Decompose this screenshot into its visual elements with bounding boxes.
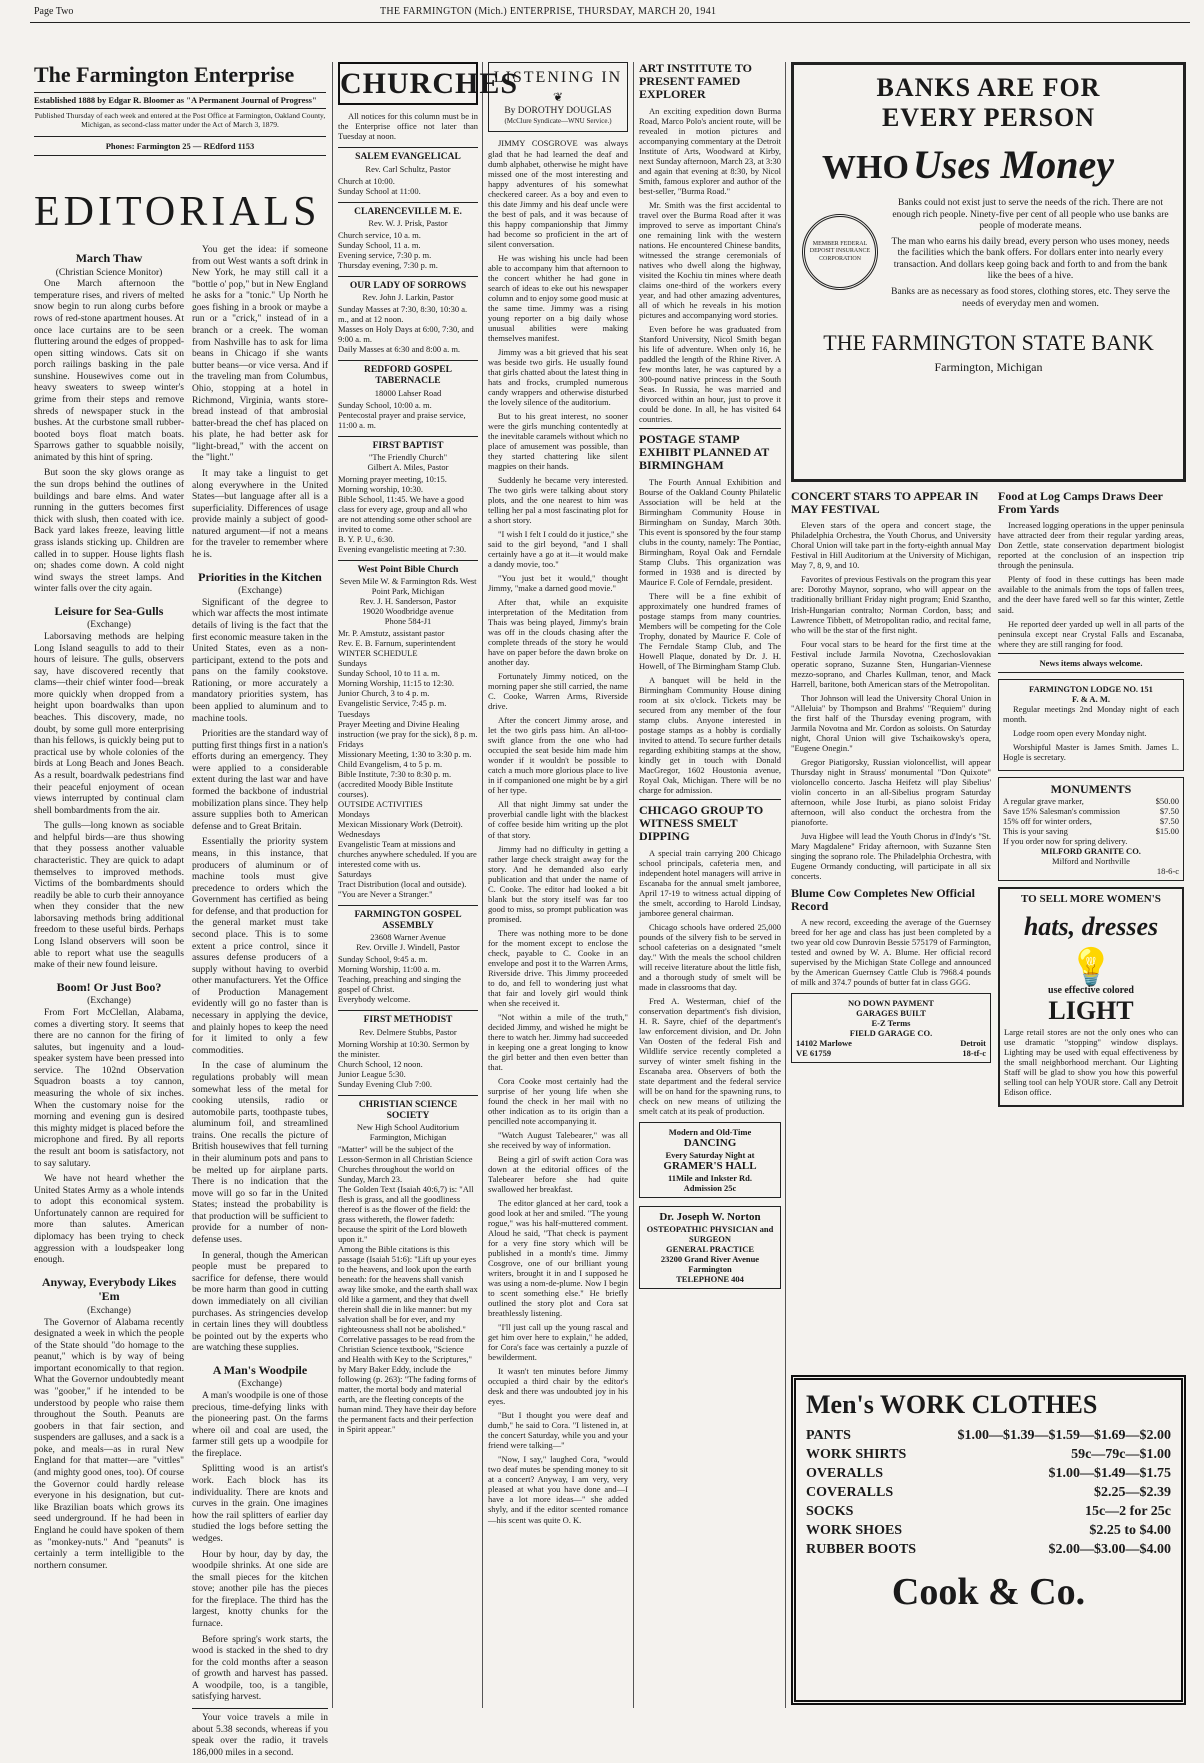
- item-prices: $2.00—$3.00—$4.00: [1048, 1542, 1171, 1557]
- section-title-editorials: EDITORIALS: [34, 189, 321, 235]
- paragraph: Lodge room open every Monday night.: [1013, 727, 1147, 738]
- paragraph: Fortunately Jimmy noticed, on the morning paper she still carried, the name C. Cooke, Warren Arms, Riverside drive.: [488, 671, 628, 712]
- work-clothes-ad: [791, 1375, 1186, 1705]
- paragraph: Before spring's work starts, the wood is stacked in the shed to dry for the cold months after a season of growth and harvest has passed. A woodpile, too, is a tangible, satisfying harvest.: [192, 1634, 328, 1703]
- church-name: SALEM EVANGELICAL: [355, 152, 461, 163]
- header-rule: [30, 22, 1190, 23]
- item-prices: $1.00—$1.49—$1.75: [1048, 1466, 1171, 1481]
- paragraph: But to his great interest, no sooner were the girls munching contentedly at the inevitable caramels without which no place of amusement was possible, than they started chattering like silent magpies on their hands.: [488, 410, 628, 471]
- column-2: [192, 245, 328, 1763]
- column-churches: [338, 62, 519, 1435]
- paragraph: In the case of aluminum the regulations probably will mean somewhat less of the metal for cooking utensils, radio or automobile parts, toothpaste tubes, aluminum foil, and streamlined trains. One recalls the picture of British housewives that fell turning in their aluminum pots and pans to be melted up for airplane parts. There is no indication that the move will go so far in the United States; instead the probability is that production will be sufficient to provide for a number of non-defense uses.: [192, 1061, 328, 1246]
- column-6: [791, 490, 991, 1063]
- paragraph: There will be a fine exhibit of approximately one hundred frames of postage stamps from many countries. Members will be competing for the Cole Trophy, donated by Maurice F. Cole of The Ferndale Stamp Club, and The Howell Plaque, donated by Dr. J. H. Howell, of The Birmingham Stamp Club.: [639, 590, 781, 671]
- church-name: OUR LADY OF SORROWS: [349, 280, 467, 291]
- price-value: $7.50: [1159, 805, 1179, 816]
- price-label: A regular grave marker,: [1003, 795, 1084, 806]
- monuments-ad: [998, 777, 1184, 881]
- paragraph: A banquet will be held in the Birmingham Community House dining room at six o'clock. Tickets may be secured from any member of the four stamp clubs. Anyone interested in postage stamps as a hobby is cordially invited to attend. To secure further details regarding exhibiting stamps at the show, kindly get in touch with Donald MacGregor, 1602 Houstonia avenue, Royal Oak, Michigan. There will be no charge for admission.: [639, 674, 781, 796]
- paragraph: Priorities are the standard way of putting first things first in a nation's efforts during an emergency. They were applied to a considerable extent during the last war and have formed the backbone of industrial mobilization plans since. They help assure supplies both to American defense and to Great Britain.: [192, 729, 328, 832]
- item-prices: $2.25—$2.39: [1094, 1485, 1171, 1500]
- bank-headline: BANKS ARE FOR: [876, 73, 1101, 102]
- column-rule: [785, 62, 786, 1708]
- ad-line: Detroit: [960, 1038, 986, 1049]
- paragraph: The Governor of Alabama recently designated a week in which the people of the State should "do homage to the peanut," which is by way of being important economically to that region. What the Governor undoubtedly meant was "goober," if he intended to be understood by people who raise them throughout the South. Peanuts are goobers in that fair section, and suspenders are galluses, and a sack is a poke, and meals—as in rural New England for that matter—are "vittles" (and mighty good ones, too). Of course the Governor could hardly release everyone in his designation, but cut-like Brazilian boats which grows its seed underground. If he had been in England he could have spoken of them as "monkey-nuts." And "peanuts" is certainly a term intelligible to the northern consumer.: [34, 1317, 184, 1571]
- church-sub: Rev. W. J. Prisk, Pastor: [368, 217, 448, 228]
- paragraph: After that, while an exquisite interpretation of the Meditation from Thais was being played, Jimmy's brain was off in the clouds chasing after the complete threads of the story he would have on paper before the dawn broke on another day.: [488, 597, 628, 668]
- item-name: WORK SHIRTS: [806, 1447, 907, 1462]
- price-value: $15.00: [1155, 825, 1179, 836]
- headline: Food at Log Camps Draws Deer From Yards: [998, 489, 1163, 517]
- churches-logo: CHURCHES: [338, 62, 478, 105]
- flourish-icon: ❦: [552, 89, 564, 104]
- church-entry: [338, 1010, 478, 1088]
- rule: [998, 672, 1184, 673]
- church-name: West Point Bible Church: [357, 565, 459, 576]
- church-name: FIRST METHODIST: [363, 1015, 453, 1026]
- price-list: [1003, 796, 1179, 836]
- paragraph: Mr. Smith was the first accidental to travel over the Burma Road after it was improved to serve as important China's one remaining link with the western nations. He encountered Chinese bandits, witnessed the strange ceremonials of natives who dwell along the highway, visited the Kochiu tin mines where death claims one-third of the workers every year, and had other amazing adventures, all of which he reveals in his motion pictures and accompanying word stories.: [639, 199, 781, 320]
- bank-city: Farmington, Michigan: [934, 360, 1043, 375]
- paragraph: A special train carrying 200 Chicago school principals, cafeteria men, and independent hotel managers will arrive in Escanaba for the annual smelt jamboree, April 17-19 to witness actual dipping of the smelt, according to Harold Lindsay, jamboree general chairman.: [639, 847, 781, 918]
- clothes-row: [806, 1466, 1171, 1482]
- paragraph: A new record, exceeding the average of the Guernsey breed for her age and class has just been completed by a two year old cow Dunrovin Bessie 575179 of Farmington, tested and owned by W. A. Blume. Her official record supervised by the Michigan State College and announced by the American Guernsey Cattle Club is 7968.4 pounds of milk and 374.7 pounds of butter fat in class GGG.: [791, 917, 991, 988]
- lodge-notice: [998, 679, 1184, 771]
- paragraph: The gulls—long known as sociable and helpful birds—are thus showing that they possess another valuable characteristic. They are quick to adapt themselves to improved methods. Victims of the bombardments should readily be able to curb their annoyance when they consider that the new laborsaving methods bring additional freedom to these useful birds. Perhaps Long Island observers will soon be able to report what use the seagulls make of their new found leisure.: [34, 821, 184, 971]
- paragraph: Banks could not exist just to serve the needs of the rich. There are not enough rich people. Ninety-five per cent of all people who use banks are people of moderate means.: [892, 198, 1169, 232]
- item-name: RUBBER BOOTS: [806, 1542, 917, 1557]
- lodge-sub: F. & A. M.: [1072, 693, 1110, 704]
- clothes-row: [806, 1504, 1171, 1520]
- column-1: [34, 245, 184, 1576]
- headline: CHICAGO GROUP TO WITNESS SMELT DIPPING: [639, 803, 764, 844]
- paragraph: Being a girl of swift action Cora was down at the editorial offices of the Talebearer before she had quite swallowed her breakfast.: [488, 1153, 628, 1195]
- price-row: [1003, 796, 1179, 806]
- paragraph: A man's woodpile is one of those precious, time-defying links with the pioneering past. On the farms where oil and coal are used, the farmer still gets up a woodpile for the fireplace.: [192, 1391, 328, 1459]
- church-schedule: Sunday School, 10:00 a. m. Pentecostal prayer and praise service, 11:00 a. m.: [338, 399, 466, 430]
- church-entry: [338, 560, 478, 899]
- paragraph: "But I thought you were deaf and dumb," he said to Cora. "I listened in, at the concert Saturday, while you and your friend were talking—": [488, 1410, 628, 1451]
- price-label: 15% off for winter orders,: [1003, 815, 1092, 826]
- price-label: Save 15% Salesman's commission: [1003, 805, 1120, 816]
- paragraph: The Fourth Annual Exhibition and Bourse of the Oakland County Philatelic Association will be held at the Birmingham Community House in Birmingham on Sunday, March 30th. This event is sponsored by the four stamp clubs in the county, namely: The Pontiac, Birmingham, Royal Oak and Ferndale Stamp Clubs. This organization was formed in 1938 and is directed by Maurice F. Cole of Ferndale, president.: [639, 476, 781, 587]
- ad-line: GARAGES BUILT: [856, 1008, 926, 1019]
- paragraph: Splitting wood is an artist's work. Each block has its individuality. There are knots and curves in the grain. One imagines how the rail splitters of earlier day studied the logs before setting the wedges.: [192, 1464, 328, 1544]
- paragraph: Hour by hour, day by day, the woodpile shrinks. At one side are the small pieces for the kitchen stove; another pile has the pieces for the fireplace. The third has the largest, knotty chunks for the furnace.: [192, 1549, 328, 1629]
- price-row: [1003, 826, 1179, 836]
- paragraph: The man who earns his daily bread, every person who uses money, needs the facilities which the bank offers. For dollars enter into nearly every transaction. And dollars keep going back and forth to and from the bank like the bees of a hive.: [891, 236, 1170, 282]
- item-prices: 59c—79c—$1.00: [1071, 1447, 1171, 1462]
- headline: Priorities in the Kitchen: [198, 569, 322, 584]
- price-row: [1003, 806, 1179, 816]
- ad-line: E-Z Terms: [871, 1018, 911, 1029]
- ad-line: DANCING: [683, 1137, 737, 1150]
- ad-line: VE 61759: [796, 1048, 832, 1059]
- rule: [34, 155, 326, 156]
- price-value: $50.00: [1155, 795, 1179, 806]
- price-label: This is your saving: [1003, 825, 1068, 836]
- rule: [338, 1010, 478, 1011]
- bank-name: THE FARMINGTON STATE BANK: [823, 330, 1154, 356]
- column-story: [488, 62, 628, 1529]
- church-name: FARMINGTON GOSPEL ASSEMBLY: [354, 909, 462, 931]
- column-7: [998, 490, 1184, 1107]
- item-name: OVERALLS: [806, 1466, 884, 1481]
- ad-line: FIELD GARAGE CO.: [849, 1028, 933, 1039]
- paragraph: You get the idea: if someone from out West wants a soft drink in New York, he may still call it a "bottle o' pop," but in New England he asks for a "tonic." Up North he goes fishing in a brook or maybe a run or a "crick," instead of in a branch or a creek. The woman from Nashville has to ask for lima beans in Chicago if she wants butter beans—or vice versa. And if the traveling man from Columbus, Ohio, stopping at a hotel in Richmond, Virginia, wants store-bread instead of that ambrosial batter-bread the chef has placed on his plate, he had better ask for "light-bread," with the accent on the "light.": [192, 245, 328, 464]
- clothes-row: [806, 1447, 1171, 1463]
- paragraph: Regular meetings 2nd Monday night of each month.: [1003, 703, 1179, 724]
- headline: ART INSTITUTE TO PRESENT FAMED EXPLORER: [639, 61, 752, 102]
- rule: [639, 428, 781, 429]
- paragraph: The editor glanced at her card, took a good look at her and smiled. "The young rogue," was his half-muttered comment. Aloud he said, "That check is payment for a very fine story which will be published in a month's time. Jimmy Cosgrove, one of our brilliant young writers, brought it in and I supposed he was using a nom-de-plume. Now I begin to scent something else." He briefly outlined the story plot and Cora sat breathlessly listening.: [488, 1198, 628, 1319]
- paragraph: Eleven stars of the opera and concert stage, the Philadelphia Orchestra, the Youth Chorus, and University Choral Union will take part in the forty-eighth annual May Festival in Hill Auditorium at the University of Michigan, May 7, 8, 9, and 10.: [791, 520, 991, 571]
- paragraph: We have not heard whether the United States Army as a whole intends to adopt this economical system. Unfortunately cannon are required for more than salutes. American diplomacy has been trying to check aggression with a loudspeaker long enough.: [34, 1174, 184, 1266]
- church-sub: Rev. Delmere Stubbs, Pastor: [359, 1026, 457, 1037]
- paragraph: Gregor Piatigorsky, Russian violoncellist, will appear Thursday night in Strauss' monumental "Don Quixote" violoncello concerto. Jascha Heifetz will play Sibelius' violin concerto in an all-Sibelius program Saturday afternoon, while Jose Iturbi, as piano soloist Friday afternoon, will also conduct the orchestra from the pianoforte.: [791, 756, 991, 827]
- source: (Exchange): [87, 996, 131, 1007]
- price-list: [806, 1428, 1171, 1558]
- church-schedule: Church at 10:00. Sunday School at 11:00.: [338, 175, 421, 196]
- item-prices: $2.25 to $4.00: [1089, 1523, 1171, 1538]
- hats-script: hats, dresses: [1023, 911, 1159, 941]
- item-name: COVERALLS: [806, 1485, 894, 1500]
- ad-line: GENERAL PRACTICE: [665, 1244, 755, 1255]
- column-rule: [633, 62, 634, 1708]
- rule: [34, 136, 326, 137]
- church-schedule: Morning prayer meeting, 10:15. Morning worship, 10:30. Bible School, 11:45. We have a good class for every age, group and all who are not attending some other school are invited to come. B. Y. P. U., 6:30. Evening evangelistic meeting at 7:30.: [338, 473, 472, 555]
- church-sub: Rev. John J. Larkin, Pastor: [362, 292, 454, 303]
- paragraph: Even before he was graduated from Stanford University, Nicol Smith began his life of adventure. When only 16, he paddled the length of the Rhine River. A few months later, he was captured by a 300-pound native princess in the South Seas. In Russia, he was married and divorced within an hour, just to prove it could be done. In all, he has visited 64 countries.: [639, 323, 781, 425]
- paragraph: It may take a linguist to get along everywhere in the United States—but language after all is a superficiality. Differences of usage provide mainly a subject of good-natured argument—if not a means for the traveler to remember where he is.: [192, 468, 328, 561]
- paragraph: Suddenly he became very interested. The two girls were talking about story plots, and the one nearest to him was telling her pal a most fascinating plot for a short story.: [488, 474, 628, 526]
- paragraph: One March afternoon the temperature rises, and rivers of melted snow begin to run along curbs before rows of red-stone apartment houses. At once lace curtains are to be seen fluttering around the edges of propped-open sitting windows. Cats sit on porch railings basking in the pale sunshine. Housewives come out in heavy sweaters to sweep winter's grime from their steps and remove shreds of newspaper stuck in the bushes. At the curbstone small rubber-booted boys float match boats. Sparrows gather to squabble noisily, animated by this hint of spring.: [34, 279, 184, 463]
- light-word: LIGHT: [1048, 996, 1134, 1026]
- church-sub: Rev. Carl Schultz, Pastor: [365, 163, 451, 174]
- publication-note: Published Thursday of each week and entered at the Post Office at Farmington, Oakland County, Michigan, as second-class matter under the Act of March 3, 1879.: [34, 111, 326, 129]
- ad-line: 14102 Marlowe: [796, 1038, 852, 1049]
- rule: [192, 1708, 328, 1709]
- paragraph: All that night Jimmy sat under the proverbial candle light with the blackest of coffee beside him writing up the plot of that story.: [488, 799, 628, 840]
- clothes-row: [806, 1523, 1171, 1539]
- paragraph: "I'll just call up the young rascal and get him over here to explain," he added, for Cora's face was certainly a puzzle of bewilderment.: [488, 1322, 628, 1363]
- paragraph: Significant of the degree to which war affects the most intimate details of living is the fact that the first economic measure taken in the United States, even as a non-participant, extend to the pots and pans on the family cookstove. Rationing, or more accurately a mandatory priorities system, has been applied to aluminum and to machine tools.: [192, 597, 328, 724]
- source: (Exchange): [87, 1305, 131, 1316]
- ad-line: use effective colored: [1048, 984, 1134, 996]
- paragraph: "Watch August Talebearer," was all she received by way of information.: [488, 1129, 628, 1150]
- church-name: FIRST BAPTIST: [372, 440, 444, 451]
- ad-line: Admission 25c: [683, 1183, 737, 1194]
- church-sub: Seven Mile W. & Farmington Rds. West Point Park, Michigan Rev. J. H. Sanderson, Pastor 19020 Woodbridge avenue Phone 584-J1: [339, 576, 477, 627]
- headline: CONCERT STARS TO APPEAR IN MAY FESTIVAL: [791, 489, 979, 517]
- rule: [998, 653, 1184, 654]
- bank-ad: [791, 62, 1186, 482]
- ad-line: 23200 Grand River Avenue: [660, 1254, 760, 1265]
- seal-text: MEMBER FEDERAL DEPOSIT INSURANCE CORPORATION: [809, 241, 871, 262]
- paragraph: "You just bet it would," thought Jimmy, "make a darned good movie.": [488, 573, 628, 594]
- paragraph: In general, though the American people must be prepared to sacrifice for defense, there would be more harm than good in cutting down immediately on all civilian purchases. As stringencies develop in certain lines they will doubtless be pointed out by the experts who are watching these supplies.: [192, 1250, 328, 1354]
- headline: POSTAGE STAMP EXHIBIT PLANNED AT BIRMINGHAM: [639, 432, 770, 473]
- price-row: [1003, 816, 1179, 826]
- ad-line: Every Saturday Night at: [665, 1150, 755, 1161]
- rule: [338, 560, 478, 561]
- rule: [338, 905, 478, 906]
- phones: Phones: Farmington 25 — REdford 1153: [105, 140, 255, 151]
- church-entry: [338, 202, 478, 270]
- paragraph: Your voice travels a mile in about 5.38 seconds, whereas if you speak over the radio, it travels 186,000 miles in a second.: [192, 1713, 328, 1758]
- doctor-ad: [639, 1206, 781, 1289]
- ad-code: 18-6-c: [1156, 865, 1179, 876]
- church-entry: [338, 360, 478, 429]
- paragraph: From Fort McClellan, Alabama, comes a diverting story. It seems that there are no cannon for the firing of salutes, but ingenuity and a loud-speaker system have been pressed into service. The 102nd Observation Squadron boasts a toy cannon, measuring the whole of six inches. When the customary noise for the morning and evening gun is desired this mighty midget is placed before the microphone and fired. By all reports the result ant boom is satisfactory, not to say salutary.: [34, 1007, 184, 1169]
- church-entry: [338, 1095, 478, 1435]
- paragraph: Jimmy had no difficulty in getting a rather large check straight away for the story. And he demanded also early publication and that under the name of C. Cooke. The editor had looked a bit blank but the story itself was far too good to miss, so prompt publication was promised.: [488, 843, 628, 924]
- dance-ad: [639, 1122, 781, 1198]
- paragraph: Jimmy was a bit grieved that his seat was beside two girls. He usually found that girls chatted about the latest thing in hats and frocks, crumpled numerous candy wrappers and otherwise disturbed the lovely silence of the auditorium.: [488, 346, 628, 407]
- paragraph: Worshipful Master is James Smith. James L. Hogle is secretary.: [1003, 741, 1179, 762]
- lodge-title: FARMINGTON LODGE NO. 151: [1029, 683, 1153, 694]
- price-value: $7.50: [1159, 815, 1179, 826]
- item-name: SOCKS: [806, 1504, 854, 1519]
- masthead: [34, 62, 326, 156]
- church-schedule: "Matter" will be the subject of the Lesson-Sermon in all Christian Science Churches throughout the world on Sunday, March 23. The Golden Text (Isaiah 40:6,7) is: "All flesh is grass, and all the goodliness thereof is as the flower of the field: the grass withereth, the flower fadeth: because the spirit of the Lord bloweth upon it." Among the Bible citations is this passage (Isaiah 51:6): "Lift up your eyes to the heavens, and look upon the earth beneath: for the heavens shall vanish away like smoke, and the earth shall wax old like a garment, and they that dwell therein shall die in like manner: but my salvation shall be for ever, and my righteousness shall not be abolished." Correlative passages to be read from the Christian Science textbook, "Science and Health with Key to the Scriptures," by Mary Baker Eddy, include the following (p. 263): "The fading forms of matter, the mortal body and material earth, are the fleeting concepts of the human mind. They have their day before the permanent facts and their perfection in Spirit appear.": [338, 1144, 478, 1435]
- paragraph: But soon the sky glows orange as the sun drops behind the outlines of buildings and bare elms. And water running in the gutters becomes first thick with slush, then coated with ice. Back yard lakes freeze, leaving little grass islands sticking up. Children are called in to supper. House lights flash on; shades come down. A cold night wind sways the street lamps. And winter falls over the city again.: [34, 468, 184, 595]
- paragraph: Chicago schools have ordered 25,000 pounds of the silvery fish to be served in school cafeterias on a designated "smelt day." With the meals the school children will receive literature about the little fish, and a thorough study of smelt will be made in classrooms that day.: [639, 921, 781, 992]
- paragraph: Essentially the priority system means, in this instance, that producers of aluminum or of machine tools must give precedence to orders which the Government has certified as being for defense, and that production for the general market must take second place. This is to some extent a price control, since it assures defense producers of a supply without having to overbid other manufacturers. Yet the Office of Production Management evidently will go no faster than is necessary in applying the device, and plainly hopes to keep the need for it limited to only a few commodities.: [192, 837, 328, 1056]
- church-name: CLARENCEVILLE M. E.: [354, 206, 462, 217]
- ad-line: If you order now for spring delivery.: [1003, 835, 1128, 846]
- rule: [34, 108, 326, 109]
- paragraph: Plenty of food in these cuttings has been made available to the animals from the tops of fallen trees, and the deer have fared well so far this winter, Zettle said.: [998, 574, 1184, 615]
- ad-code: 18-tf-c: [962, 1048, 986, 1059]
- bank-headline: EVERY PERSON: [881, 103, 1096, 132]
- item-name: PANTS: [806, 1428, 851, 1443]
- rule: [338, 1095, 478, 1096]
- byline: By DOROTHY DOUGLAS: [504, 106, 612, 117]
- column-rule: [332, 62, 333, 1708]
- ad-line: MILFORD GRANITE CO.: [1041, 845, 1141, 856]
- news-welcome: News items always welcome.: [1039, 657, 1143, 668]
- notice: All notices for this column must be in the Enterprise office not later than Tuesday at noon.: [338, 111, 478, 142]
- ad-line: Milford and Northville: [1052, 855, 1130, 866]
- paragraph: There was nothing more to be done for the moment except to enclose the check, payable to C. Cooke in an envelope and post it to the Warren Arms, Riverside drive. This Jimmy proceeded to do, and fell to wondering just what that fair and lovely girl would think when she received it.: [488, 927, 628, 1008]
- syndicate: (McClure Syndicate—WNU Service.): [504, 117, 612, 126]
- paragraph: Laborsaving methods are helping Long Island seagulls to add to their hours of leisure. The gulls, observers say, have discovered recently that clams—their chief winter food—break more quickly when dropped from a height upon boardwalks than upon beaches. This discovery, made, no doubt, by some gull more enterprising than his fellows, is quickly being put to practical use by whole colonies of the birds at Long Beach and Jones Beach. As a result, boardwalk pedestrians find their peaceful enjoyment of ocean views interrupted by continual clam shell bombardments from the air.: [34, 632, 184, 816]
- source: (Exchange): [87, 620, 131, 631]
- item-name: WORK SHOES: [806, 1523, 903, 1538]
- rule: [338, 436, 478, 437]
- headline: A Man's Woodpile: [212, 1362, 308, 1377]
- rule: [639, 799, 781, 800]
- ad-line: TO SELL MORE WOMEN'S: [1021, 892, 1161, 905]
- clothes-row: [806, 1485, 1171, 1501]
- headline: Blume Cow Completes New Official Record: [791, 885, 975, 914]
- page-number: Page Two: [34, 6, 74, 17]
- church-entry: [338, 276, 478, 354]
- ad-line: Farmington: [688, 1264, 732, 1275]
- paragraph: JIMMY COSGROVE was always glad that he had learned the deaf and dumb alphabet, otherwise he might have missed one of the most interesting and happy adventures of his somewhat checkered career. As a boy and even to this date Jimmy and his deaf uncle were the best of pals, and it was because of this happy companionship that Jimmy had become so proficient in the art of silent conversation.: [488, 138, 628, 249]
- paragraph: Favorites of previous Festivals on the program this year are: Dorothy Maynor, soprano, who will appear on the traditionally brilliant Friday night program; Enid Szantho, Irish-Hungarian contralto; Norman Cordon, bass; and Lawrence Tibbett, of Metropolitan radio, and recital fame, who will be the star of the first night.: [791, 574, 991, 635]
- church-schedule: Morning Worship at 10:30. Sermon by the minister. Church School, 12 noon. Junior League 5:30. Sunday Evening Club 7:00.: [338, 1038, 470, 1089]
- script-who: WHO: [822, 149, 909, 186]
- church-entry: [338, 147, 478, 195]
- paragraph: "Now, I say," laughed Cora, "would two deaf mutes be spending money to sit at a concert? Anyway, I am very, very pleased at what you have done and—I have a lot more ideas—" she added shyly, and if the editor scented romance—his scent was quite O. K.: [488, 1454, 628, 1525]
- church-name: CHRISTIAN SCIENCE SOCIETY: [358, 1099, 458, 1121]
- ad-line: GRAMER'S HALL: [663, 1160, 757, 1173]
- column-5: [639, 62, 781, 1289]
- paragraph: Banks are as necessary as food stores, clothing stores, etc. They serve the needs of everyday men and women.: [891, 287, 1170, 309]
- source: (Exchange): [238, 586, 282, 597]
- paragraph: "Not within a mile of the truth," decided Jimmy, and wished he might be there to watch her. Jimmy had succeeded in keeping one a great longing to know the girl better and then even better than that.: [488, 1011, 628, 1072]
- rule: [34, 92, 326, 93]
- paragraph: Four vocal stars to be heard for the first time at the Festival include Jarmila Novotna, Czechoslovakian operatic soprano, Suzanne Sten, Hungarian-Viennese mezzo-soprano, and Charles Kullman, tenor, and Mack Harrell, baritone, both American stars of the Metropolitan.: [791, 638, 991, 689]
- story-body: [488, 138, 628, 1524]
- paragraph: It wasn't ten minutes before Jimmy occupied a third chair by the editor's desk and there was undoubted joy in his eyes.: [488, 1366, 628, 1407]
- paragraph: Juva Higbee will lead the Youth Chorus in d'Indy's "St. Mary Magdalene" Friday afternoon, with Suzanne Sten singing the soprano role. The Philadelphia Orchestra, with Eugene Ormandy conducting, will participate in all six concerts.: [791, 830, 991, 881]
- rule: [338, 360, 478, 361]
- paragraph: Increased logging operations in the upper peninsula have attracted deer from their regular yarding areas, Don Zettle, state conservation department biologist reported at the conclusion of an inspection trip through the peninsula.: [998, 520, 1184, 571]
- church-sub: 18000 Lahser Road: [374, 387, 442, 398]
- story-title: LISTENING IN: [493, 69, 623, 86]
- paragraph: He reported deer yarded up well in all parts of the peninsula except near Crystal Falls and Escanaba, where they are still ranging for food.: [998, 618, 1184, 649]
- church-schedule: Church service, 10 a. m. Sunday School, 11 a. m. Evening service, 7:30 p. m. Thursday evening, 7:30 p. m.: [338, 229, 438, 270]
- item-prices: 15c—2 for 25c: [1084, 1504, 1171, 1519]
- light-ad: [998, 887, 1184, 1107]
- store-name: Cook & Co.: [891, 1571, 1086, 1613]
- church-schedule: Mr. P. Amstutz, assistant pastor Rev. E. B. Farnum, superintendent WINTER SCHEDULE Sundays Sunday School, 10 to 11 a. m. Morning Worship, 11:15 to 12:30. Junior Church, 3 to 4 p. m. Evangelistic Service, 7:45 p. m. Tuesdays Prayer Meeting and Divine Healing instruction (we pray for the sick), 8 p. m. Fridays Missionary Meeting, 1:30 to 3:30 p. m. Child Evangelism, 4 to 5 p. m. Bible Institute, 7:30 to 8:30 p. m. (accredited Moody Bible Institute courses). OUTSIDE ACTIVITIES Mondays Mexican Missionary Work (Detroit). Wednesdays Evangelistic Team at missions and churches anywhere scheduled. If you are interested come with us. Saturdays Tract Distribution (local and outside). "You are Never a Stranger.": [338, 628, 478, 899]
- paragraph: He was wishing his uncle had been able to accompany him that afternoon to the concert whither he had gone in search of ideas to eke out his newspaper column and to enjoy some good music at the same time. Jimmy was a rising young reporter on a big daily whose unusual abilities were making themselves manifest.: [488, 252, 628, 343]
- paragraph: An exciting expedition down Burma Road, Marco Polo's ancient route, will be revealed in motion pictures and accompanying commentary at the Detroit Institute of Arts, Woodward at Kirby, next Sunday afternoon, March 23, at 3:30 and again that evening at 8:30, by Nicol Smith, famous explorer and author of the best-seller, "Burma Road.": [639, 105, 781, 196]
- rule: [338, 147, 478, 148]
- church-name: REDFORD GOSPEL TABERNACLE: [364, 365, 452, 387]
- church-list: [338, 147, 478, 1434]
- rule: [338, 202, 478, 203]
- church-schedule: Sunday School, 9:45 a. m. Morning Worship, 11:00 a. m. Teaching, preaching and singing the gospel of Christ. Everybody welcome.: [338, 954, 461, 1005]
- church-entry: [338, 905, 478, 1005]
- paragraph: Large retail stores are not the only ones who can use dramatic "stopping" window displays. Lighting may be used with equal effectiveness by the small neighborhood merchant. Our Lighting Staff will be glad to show you how this powerful selling tool can help YOUR store. Call any Detroit Edison office.: [1004, 1027, 1178, 1098]
- paragraph: After the concert Jimmy arose, and let the two girls pass him. An all-too-swift glance from the one who had occupied the seat beside him made him wonder if it wouldn't be possible to catch a much more glorious place to live in if companioned one might be by a girl of her type.: [488, 715, 628, 796]
- paper-title: The Farmington Enterprise: [34, 62, 295, 87]
- paragraph: "I wish I felt I could do it justice," she said to the girl beyond, "and I shall certainly have a go at it—it would make a dandy movie, too.": [488, 529, 628, 570]
- headline: Boom! Or Just Boo?: [56, 979, 162, 994]
- ad-line: Dr. Joseph W. Norton: [659, 1211, 761, 1224]
- clothes-row: [806, 1428, 1171, 1444]
- clothes-row: [806, 1542, 1171, 1558]
- headline: March Thaw: [75, 251, 143, 265]
- church-sub: "The Friendly Church" Gilbert A. Miles, Pastor: [367, 451, 449, 472]
- bank-script: [822, 141, 1175, 188]
- source: (Exchange): [238, 1379, 282, 1390]
- ad-line: TELEPHONE 404: [676, 1274, 744, 1285]
- paragraph: Cora Cooke most certainly had the surprise of her young life when she found the check in her mail with no other indication as to its origin than a pencilled note accompanying it.: [488, 1075, 628, 1126]
- source: (Christian Science Monitor): [55, 267, 163, 278]
- ad-title: Men's WORK CLOTHES: [806, 1390, 1098, 1419]
- item-prices: $1.00—$1.39—$1.59—$1.69—$2.00: [957, 1428, 1171, 1443]
- lamp-icon: 💡: [1068, 946, 1114, 987]
- headline: Leisure for Sea-Gulls: [54, 603, 164, 618]
- paragraph: Thor Johnson will lead the University Choral Union in "Alleluia" by Thompson and Brahms' "Requiem" during the first half of the Thursday evening program, with Jarmila Novotna and Mr. Cordon as soloists. On Saturday night, Choral Union will give Tschaikowsky's opera, "Eugene Onegin.": [791, 692, 991, 753]
- established-line: Established 1888 by Edgar R. Bloomer as "A Permanent Journal of Progress": [34, 95, 317, 105]
- church-sub: New High School Auditorium Farmington, Michigan: [356, 1122, 460, 1143]
- fdic-seal: [802, 214, 878, 290]
- ad-line: OSTEOPATHIC PHYSICIAN and SURGEON: [646, 1224, 774, 1245]
- rule: [338, 276, 478, 277]
- column-rule: [482, 62, 483, 1708]
- ad-line: NO DOWN PAYMENT: [848, 998, 934, 1009]
- ad-line: 11Mile and Inkster Rd.: [668, 1173, 752, 1184]
- running-header: THE FARMINGTON (Mich.) ENTERPRISE, THURSDAY, MARCH 20, 1941: [380, 6, 717, 17]
- garage-ad: [791, 993, 991, 1063]
- church-sub: 23608 Warner Avenue Rev. Orville J. Windell, Pastor: [356, 932, 460, 953]
- headline: Anyway, Everybody Likes 'Em: [41, 1274, 177, 1304]
- paragraph: Fred A. Westerman, chief of the conservation department's fish division, H. R. Sayre, chief of the department's law enforcement division, and Dr. John Van Oosten of the federal Fish and Wildlife service recently completed a survey of winter smelt fishing in the Escanaba area. Observers of both the state department and the federal service will be on hand for the spawning runs, to check on new means of utilizing the smelt catch at its peak of production.: [639, 995, 781, 1117]
- church-entry: [338, 436, 478, 554]
- script-uses-money: Uses Money: [912, 142, 1114, 187]
- monuments-title: MONUMENTS: [1050, 781, 1132, 796]
- ad-line: Modern and Old-Time: [668, 1127, 752, 1138]
- story-title-box: [488, 62, 628, 132]
- church-schedule: Sunday Masses at 7:30, 8:30, 10:30 a. m., and at 12 noon. Masses on Holy Days at 6:00, 7:30, and 9:00 a. m. Daily Masses at 6:30 and 8:00 a. m.: [338, 304, 474, 355]
